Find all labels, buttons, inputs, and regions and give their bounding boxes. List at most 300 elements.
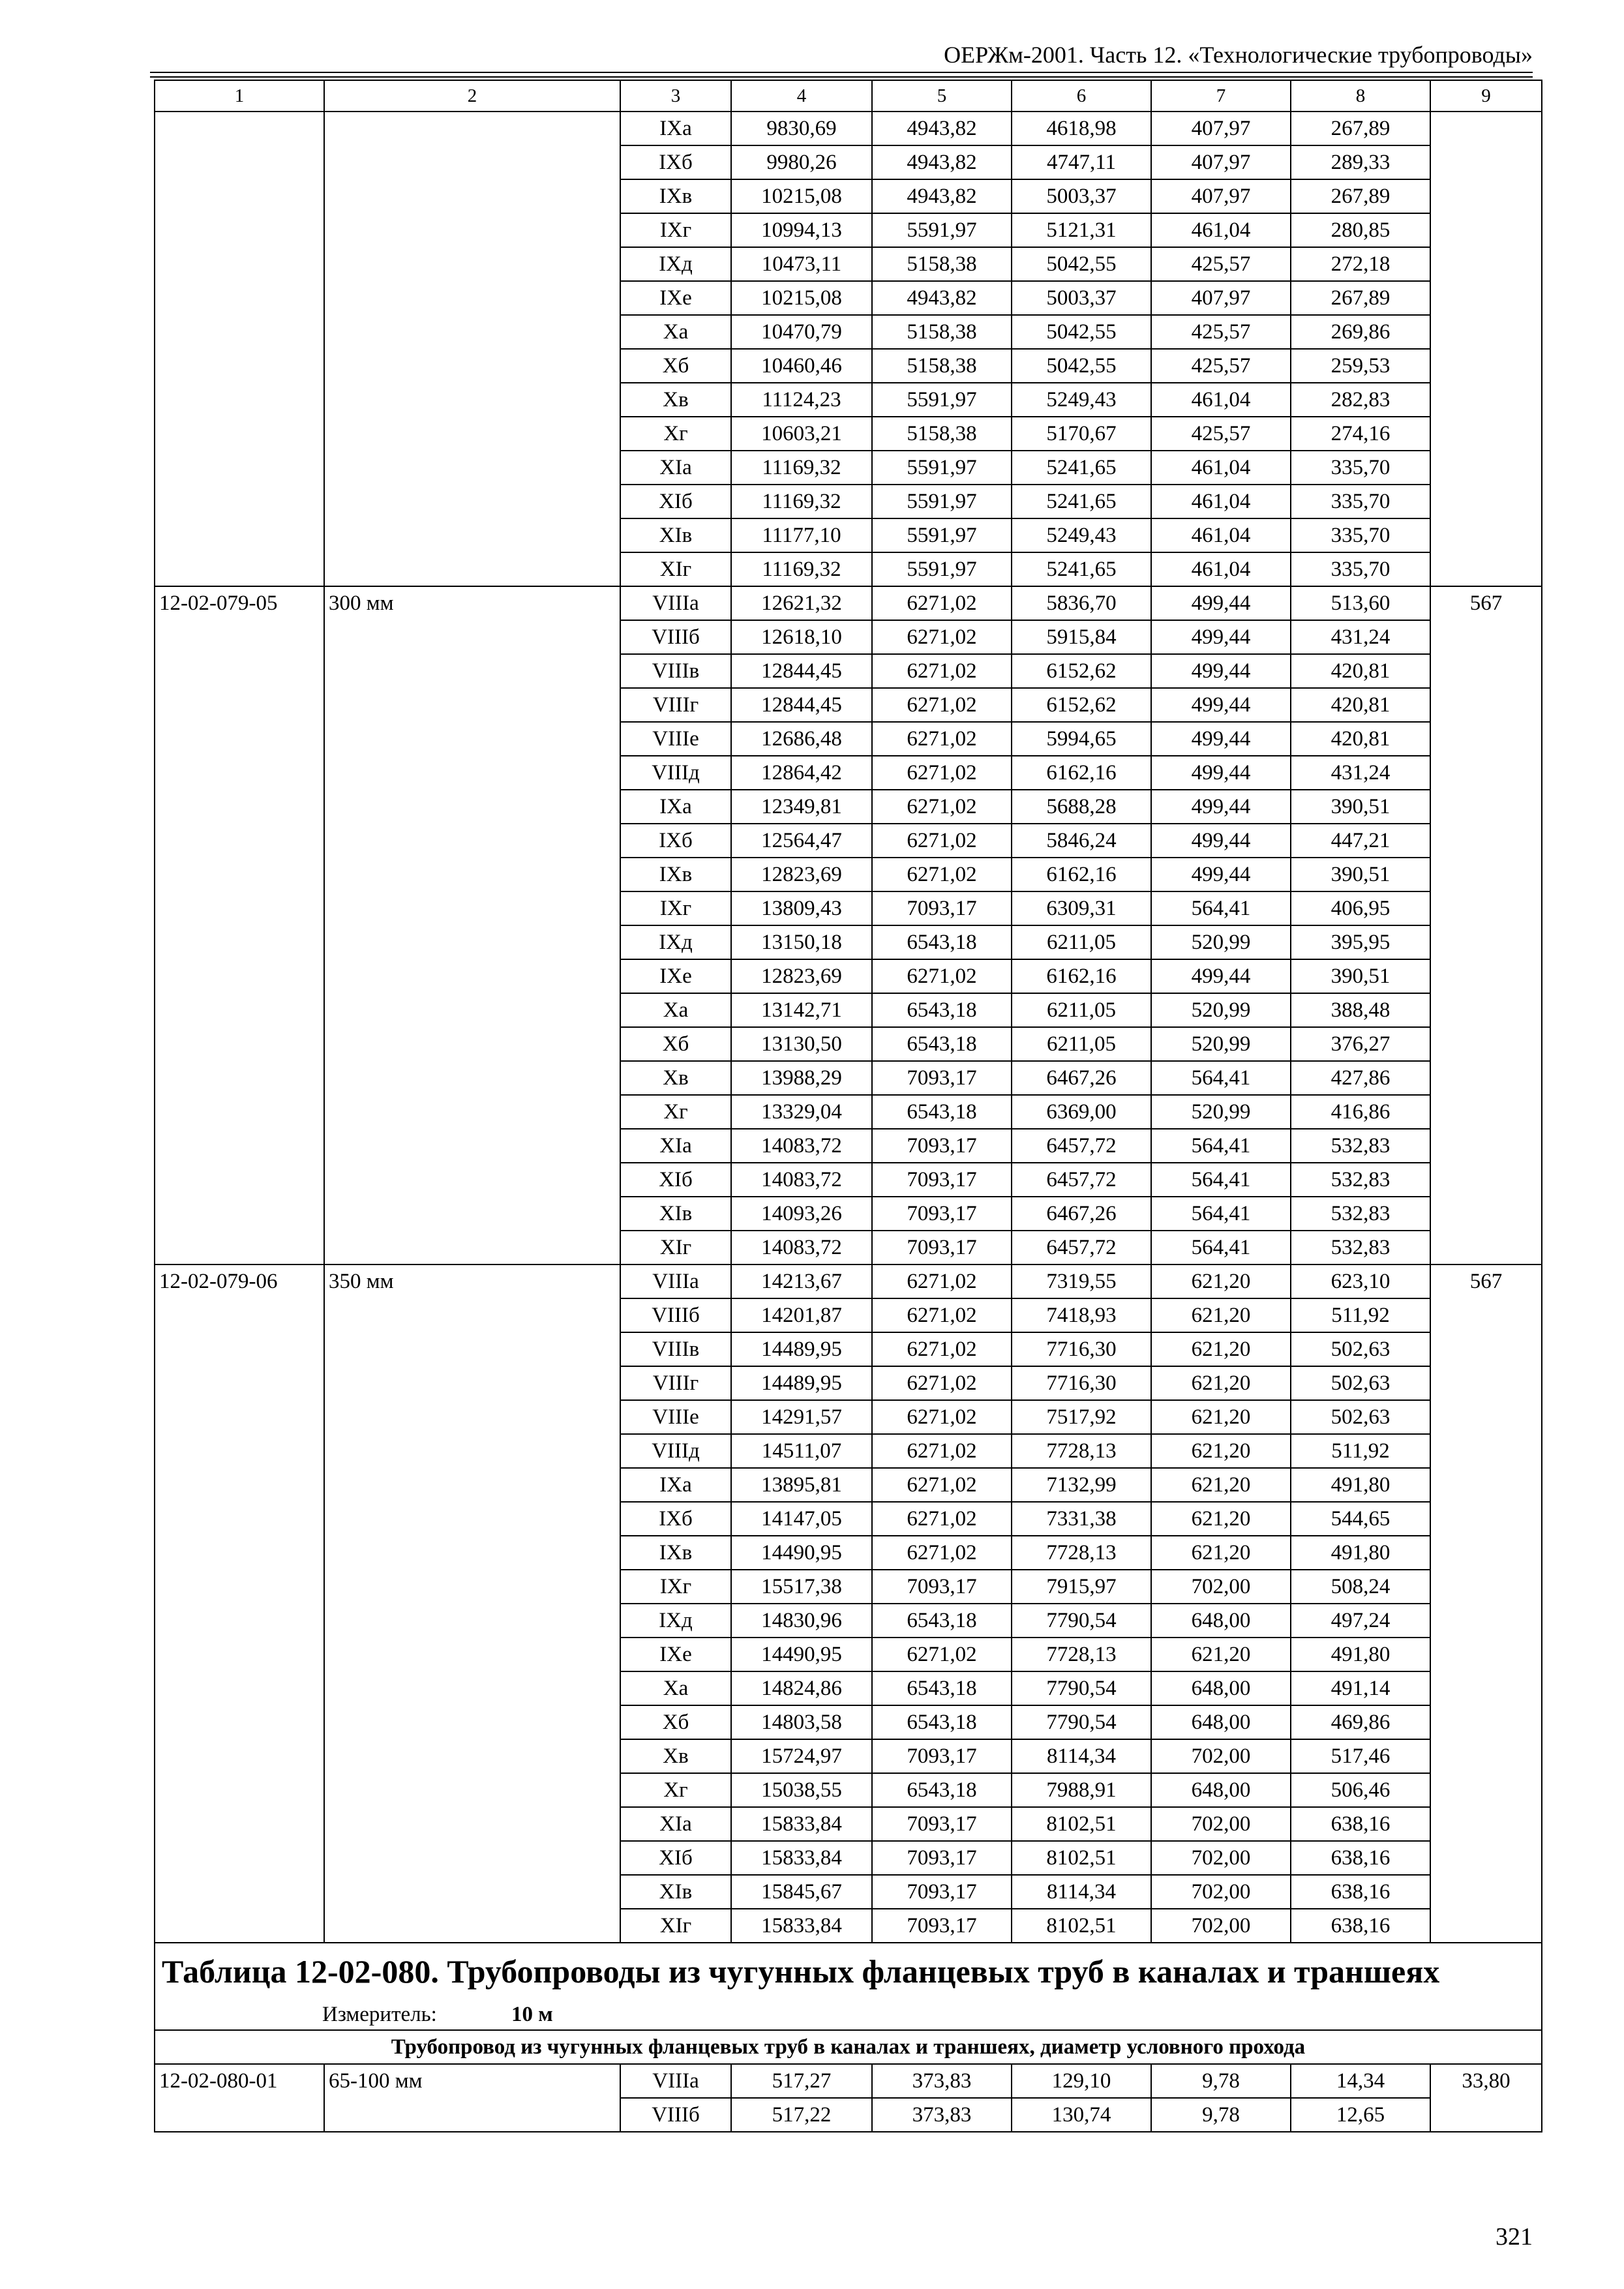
value-cell: 7790,54 [1012,1705,1151,1739]
value-cell: 425,57 [1151,349,1291,383]
value-cell: 702,00 [1151,1841,1291,1875]
zone-cell: Xа [620,315,731,349]
value-cell: 8102,51 [1012,1841,1151,1875]
value-cell: 461,04 [1151,383,1291,417]
zone-cell: XIа [620,1129,731,1163]
zone-cell: IXг [620,891,731,925]
zone-cell: Xг [620,417,731,451]
value-cell: 289,33 [1291,145,1430,179]
zone-cell: IXб [620,1502,731,1536]
value-cell: 14213,67 [731,1264,872,1298]
header-rule-bottom [150,76,1533,78]
zone-cell: IXг [620,1570,731,1604]
zone-cell: VIIIа [620,2064,731,2098]
value-cell: 5042,55 [1012,349,1151,383]
value-cell: 5836,70 [1012,586,1151,620]
zone-cell: XIв [620,518,731,552]
value-cell: 520,99 [1151,993,1291,1027]
value-cell: 10215,08 [731,281,872,315]
value-cell: 390,51 [1291,959,1430,993]
row-name: 65-100 мм [324,2064,620,2132]
value-cell: 499,44 [1151,858,1291,891]
zone-cell: Xг [620,1095,731,1129]
zone-cell: Xв [620,383,731,417]
value-cell: 274,16 [1291,417,1430,451]
value-cell: 461,04 [1151,213,1291,247]
value-cell: 13988,29 [731,1061,872,1095]
value-cell: 130,74 [1012,2098,1151,2132]
value-cell: 564,41 [1151,1061,1291,1095]
value-cell: 5003,37 [1012,281,1151,315]
value-cell: 6457,72 [1012,1231,1151,1264]
value-cell: 7716,30 [1012,1366,1151,1400]
value-cell: 5003,37 [1012,179,1151,213]
value-cell: 497,24 [1291,1604,1430,1638]
value-cell: 13150,18 [731,925,872,959]
value-cell: 267,89 [1291,179,1430,213]
value-cell: 5042,55 [1012,247,1151,281]
zone-cell: XIб [620,1841,731,1875]
value-cell: 9830,69 [731,112,872,145]
column-number: 7 [1151,80,1291,112]
value-cell: 502,63 [1291,1400,1430,1434]
value-cell: 267,89 [1291,281,1430,315]
value-cell: 6152,62 [1012,654,1151,688]
zone-cell: IXб [620,824,731,858]
value-cell: 6543,18 [872,1095,1012,1129]
value-cell: 6543,18 [872,1027,1012,1061]
value-cell: 6271,02 [872,1366,1012,1400]
value-cell: 7093,17 [872,1129,1012,1163]
zone-cell: XIа [620,1807,731,1841]
value-cell: 7716,30 [1012,1332,1151,1366]
zone-cell: IXе [620,281,731,315]
value-cell: 638,16 [1291,1909,1430,1943]
zone-cell: VIIIд [620,756,731,790]
zone-cell: VIIIд [620,1434,731,1468]
value-cell: 702,00 [1151,1807,1291,1841]
value-cell: 499,44 [1151,654,1291,688]
value-cell: 648,00 [1151,1671,1291,1705]
value-cell: 373,83 [872,2064,1012,2098]
value-cell: 7517,92 [1012,1400,1151,1434]
table-subtitle: Трубопровод из чугунных фланцевых труб в каналах и траншеях, диаметр условного прохода [155,2030,1542,2064]
value-cell: 14824,86 [731,1671,872,1705]
zone-cell: XIа [620,451,731,485]
value-cell: 6309,31 [1012,891,1151,925]
value-cell: 13895,81 [731,1468,872,1502]
value-cell: 5241,65 [1012,485,1151,518]
zone-cell: VIIIв [620,1332,731,1366]
value-cell: 14083,72 [731,1129,872,1163]
value-cell: 702,00 [1151,1909,1291,1943]
zone-cell: Xг [620,1773,731,1807]
zone-cell: Xа [620,1671,731,1705]
value-cell: 10215,08 [731,179,872,213]
value-cell: 7093,17 [872,1841,1012,1875]
row-unit-value: 567 [1430,1264,1542,1943]
row-name: 350 мм [324,1264,620,1943]
value-cell: 702,00 [1151,1739,1291,1773]
value-cell: 6543,18 [872,1671,1012,1705]
zone-cell: VIIIе [620,1400,731,1434]
zone-cell: Xб [620,349,731,383]
column-number-row [155,80,1542,112]
value-cell: 12564,47 [731,824,872,858]
value-cell: 420,81 [1291,722,1430,756]
value-cell: 9,78 [1151,2098,1291,2132]
value-cell: 12823,69 [731,959,872,993]
value-cell: 7093,17 [872,1231,1012,1264]
value-cell: 5915,84 [1012,620,1151,654]
value-cell: 517,22 [731,2098,872,2132]
value-cell: 520,99 [1151,925,1291,959]
value-cell: 6271,02 [872,1638,1012,1671]
value-cell: 499,44 [1151,756,1291,790]
zone-cell: IXа [620,1468,731,1502]
value-cell: 621,20 [1151,1468,1291,1502]
value-cell: 520,99 [1151,1027,1291,1061]
value-cell: 517,27 [731,2064,872,2098]
value-cell: 14083,72 [731,1231,872,1264]
value-cell: 621,20 [1151,1264,1291,1298]
price-table [154,80,1542,2132]
zone-cell: VIIIг [620,688,731,722]
value-cell: 14147,05 [731,1502,872,1536]
row-name [324,112,620,586]
row-unit-value: 33,80 [1430,2064,1542,2132]
zone-cell: VIIIб [620,2098,731,2132]
value-cell: 15724,97 [731,1739,872,1773]
value-cell: 7331,38 [1012,1502,1151,1536]
value-cell: 129,10 [1012,2064,1151,2098]
value-cell: 5042,55 [1012,315,1151,349]
value-cell: 15833,84 [731,1841,872,1875]
value-cell: 508,24 [1291,1570,1430,1604]
value-cell: 7915,97 [1012,1570,1151,1604]
value-cell: 13142,71 [731,993,872,1027]
value-cell: 6457,72 [1012,1163,1151,1197]
value-cell: 14830,96 [731,1604,872,1638]
value-cell: 14093,26 [731,1197,872,1231]
value-cell: 7093,17 [872,891,1012,925]
value-cell: 461,04 [1151,518,1291,552]
value-cell: 638,16 [1291,1841,1430,1875]
row-code: 12-02-079-05 [155,586,324,1264]
value-cell: 6162,16 [1012,858,1151,891]
zone-cell: IXе [620,1638,731,1671]
value-cell: 532,83 [1291,1197,1430,1231]
value-cell: 425,57 [1151,315,1291,349]
measure-cell [155,1999,1542,2030]
value-cell: 621,20 [1151,1332,1291,1366]
value-cell: 564,41 [1151,1197,1291,1231]
value-cell: 6152,62 [1012,688,1151,722]
value-cell: 7418,93 [1012,1298,1151,1332]
measure-value: 10 м [511,2002,553,2026]
value-cell: 407,97 [1151,112,1291,145]
zone-cell: XIг [620,552,731,586]
value-cell: 638,16 [1291,1807,1430,1841]
value-cell: 14083,72 [731,1163,872,1197]
value-cell: 6271,02 [872,1536,1012,1570]
value-cell: 532,83 [1291,1163,1430,1197]
value-cell: 6271,02 [872,756,1012,790]
value-cell: 15833,84 [731,1909,872,1943]
value-cell: 335,70 [1291,451,1430,485]
value-cell: 499,44 [1151,586,1291,620]
value-cell: 8102,51 [1012,1909,1151,1943]
value-cell: 15517,38 [731,1570,872,1604]
column-number: 9 [1430,80,1542,112]
value-cell: 6467,26 [1012,1197,1151,1231]
value-cell: 7790,54 [1012,1604,1151,1638]
value-cell: 12823,69 [731,858,872,891]
value-cell: 499,44 [1151,959,1291,993]
value-cell: 7132,99 [1012,1468,1151,1502]
value-cell: 5591,97 [872,383,1012,417]
value-cell: 621,20 [1151,1434,1291,1468]
value-cell: 282,83 [1291,383,1430,417]
value-cell: 9,78 [1151,2064,1291,2098]
value-cell: 5158,38 [872,417,1012,451]
value-cell: 8114,34 [1012,1739,1151,1773]
value-cell: 648,00 [1151,1604,1291,1638]
zone-cell: IXв [620,858,731,891]
zone-cell: VIIIв [620,654,731,688]
value-cell: 11169,32 [731,552,872,586]
value-cell: 5158,38 [872,349,1012,383]
value-cell: 335,70 [1291,552,1430,586]
table-row [155,586,1542,620]
zone-cell: IXг [620,213,731,247]
value-cell: 12844,45 [731,688,872,722]
value-cell: 506,46 [1291,1773,1430,1807]
column-number: 8 [1291,80,1430,112]
value-cell: 14803,58 [731,1705,872,1739]
value-cell: 390,51 [1291,790,1430,824]
value-cell: 621,20 [1151,1400,1291,1434]
value-cell: 6543,18 [872,1604,1012,1638]
value-cell: 6543,18 [872,1705,1012,1739]
row-code: 12-02-079-06 [155,1264,324,1943]
value-cell: 6543,18 [872,993,1012,1027]
value-cell: 491,80 [1291,1468,1430,1502]
value-cell: 6271,02 [872,620,1012,654]
zone-cell: Xб [620,1027,731,1061]
value-cell: 7319,55 [1012,1264,1151,1298]
value-cell: 621,20 [1151,1638,1291,1671]
zone-cell: IXв [620,1536,731,1570]
value-cell: 6467,26 [1012,1061,1151,1095]
value-cell: 461,04 [1151,552,1291,586]
value-cell: 407,97 [1151,145,1291,179]
value-cell: 502,63 [1291,1366,1430,1400]
value-cell: 499,44 [1151,620,1291,654]
zone-cell: Xв [620,1061,731,1095]
value-cell: 544,65 [1291,1502,1430,1536]
value-cell: 373,83 [872,2098,1012,2132]
value-cell: 6211,05 [1012,925,1151,959]
table-row [155,2064,1542,2098]
zone-cell: IXе [620,959,731,993]
value-cell: 499,44 [1151,790,1291,824]
value-cell: 12864,42 [731,756,872,790]
zone-cell: VIIIа [620,586,731,620]
measure-label: Измеритель: [322,2002,437,2026]
value-cell: 6543,18 [872,925,1012,959]
value-cell: 395,95 [1291,925,1430,959]
value-cell: 15845,67 [731,1875,872,1909]
value-cell: 427,86 [1291,1061,1430,1095]
value-cell: 638,16 [1291,1875,1430,1909]
value-cell: 14291,57 [731,1400,872,1434]
value-cell: 6211,05 [1012,993,1151,1027]
page-number: 321 [1496,2223,1533,2251]
value-cell: 14490,95 [731,1536,872,1570]
zone-cell: XIб [620,485,731,518]
zone-cell: IXв [620,179,731,213]
value-cell: 6271,02 [872,1502,1012,1536]
value-cell: 648,00 [1151,1705,1291,1739]
value-cell: 390,51 [1291,858,1430,891]
value-cell: 407,97 [1151,281,1291,315]
value-cell: 621,20 [1151,1502,1291,1536]
value-cell: 10460,46 [731,349,872,383]
value-cell: 7728,13 [1012,1434,1151,1468]
value-cell: 9980,26 [731,145,872,179]
value-cell: 7093,17 [872,1875,1012,1909]
value-cell: 7728,13 [1012,1638,1151,1671]
value-cell: 335,70 [1291,518,1430,552]
value-cell: 5591,97 [872,552,1012,586]
value-cell: 4943,82 [872,145,1012,179]
value-cell: 621,20 [1151,1366,1291,1400]
value-cell: 6369,00 [1012,1095,1151,1129]
table-row [155,112,1542,145]
value-cell: 5241,65 [1012,552,1151,586]
value-cell: 5121,31 [1012,213,1151,247]
value-cell: 13130,50 [731,1027,872,1061]
value-cell: 447,21 [1291,824,1430,858]
value-cell: 10603,21 [731,417,872,451]
table-row [155,1264,1542,1298]
value-cell: 14490,95 [731,1638,872,1671]
value-cell: 5591,97 [872,485,1012,518]
zone-cell: IXд [620,247,731,281]
value-cell: 491,14 [1291,1671,1430,1705]
value-cell: 12618,10 [731,620,872,654]
value-cell: 14,34 [1291,2064,1430,2098]
value-cell: 7093,17 [872,1909,1012,1943]
page-header: ОЕРЖм-2001. Часть 12. «Технологические трубопроводы» [944,42,1533,68]
value-cell: 12349,81 [731,790,872,824]
column-number: 6 [1012,80,1151,112]
value-cell: 10470,79 [731,315,872,349]
value-cell: 431,24 [1291,756,1430,790]
value-cell: 7093,17 [872,1197,1012,1231]
zone-cell: XIг [620,1231,731,1264]
column-number: 1 [155,80,324,112]
value-cell: 7728,13 [1012,1536,1151,1570]
zone-cell: IXд [620,1604,731,1638]
value-cell: 6271,02 [872,1298,1012,1332]
value-cell: 499,44 [1151,722,1291,756]
value-cell: 388,48 [1291,993,1430,1027]
value-cell: 4943,82 [872,179,1012,213]
column-number: 4 [731,80,872,112]
value-cell: 7093,17 [872,1570,1012,1604]
value-cell: 6271,02 [872,790,1012,824]
value-cell: 511,92 [1291,1434,1430,1468]
value-cell: 5249,43 [1012,518,1151,552]
value-cell: 499,44 [1151,688,1291,722]
value-cell: 6271,02 [872,1400,1012,1434]
value-cell: 511,92 [1291,1298,1430,1332]
value-cell: 14511,07 [731,1434,872,1468]
value-cell: 335,70 [1291,485,1430,518]
value-cell: 12686,48 [731,722,872,756]
column-number: 2 [324,80,620,112]
row-unit-value: 567 [1430,586,1542,1264]
value-cell: 7093,17 [872,1061,1012,1095]
value-cell: 5158,38 [872,315,1012,349]
value-cell: 6271,02 [872,858,1012,891]
value-cell: 513,60 [1291,586,1430,620]
value-cell: 11169,32 [731,485,872,518]
value-cell: 520,99 [1151,1095,1291,1129]
value-cell: 259,53 [1291,349,1430,383]
value-cell: 420,81 [1291,688,1430,722]
value-cell: 702,00 [1151,1570,1291,1604]
value-cell: 425,57 [1151,417,1291,451]
value-cell: 702,00 [1151,1875,1291,1909]
zone-cell: XIб [620,1163,731,1197]
value-cell: 6271,02 [872,1468,1012,1502]
value-cell: 5846,24 [1012,824,1151,858]
value-cell: 269,86 [1291,315,1430,349]
value-cell: 6271,02 [872,654,1012,688]
value-cell: 623,10 [1291,1264,1430,1298]
row-unit-value [1430,112,1542,586]
zone-cell: VIIIа [620,1264,731,1298]
value-cell: 517,46 [1291,1739,1430,1773]
zone-cell: VIIIб [620,1298,731,1332]
value-cell: 6271,02 [872,824,1012,858]
value-cell: 5170,67 [1012,417,1151,451]
value-cell: 4747,11 [1012,145,1151,179]
column-number: 5 [872,80,1012,112]
value-cell: 564,41 [1151,1129,1291,1163]
value-cell: 5241,65 [1012,451,1151,485]
zone-cell: IXб [620,145,731,179]
value-cell: 376,27 [1291,1027,1430,1061]
table-title: Таблица 12-02-080. Трубопроводы из чугунных фланцевых труб в каналах и траншеях [155,1943,1542,1999]
zone-cell: XIв [620,1875,731,1909]
value-cell: 267,89 [1291,112,1430,145]
value-cell: 6271,02 [872,586,1012,620]
zone-cell: XIв [620,1197,731,1231]
value-cell: 5249,43 [1012,383,1151,417]
value-cell: 461,04 [1151,451,1291,485]
subtitle-row [155,2030,1542,2064]
value-cell: 532,83 [1291,1129,1430,1163]
header-rule-top [150,72,1533,73]
value-cell: 491,80 [1291,1536,1430,1570]
value-cell: 14489,95 [731,1332,872,1366]
zone-cell: IXа [620,112,731,145]
value-cell: 6271,02 [872,688,1012,722]
